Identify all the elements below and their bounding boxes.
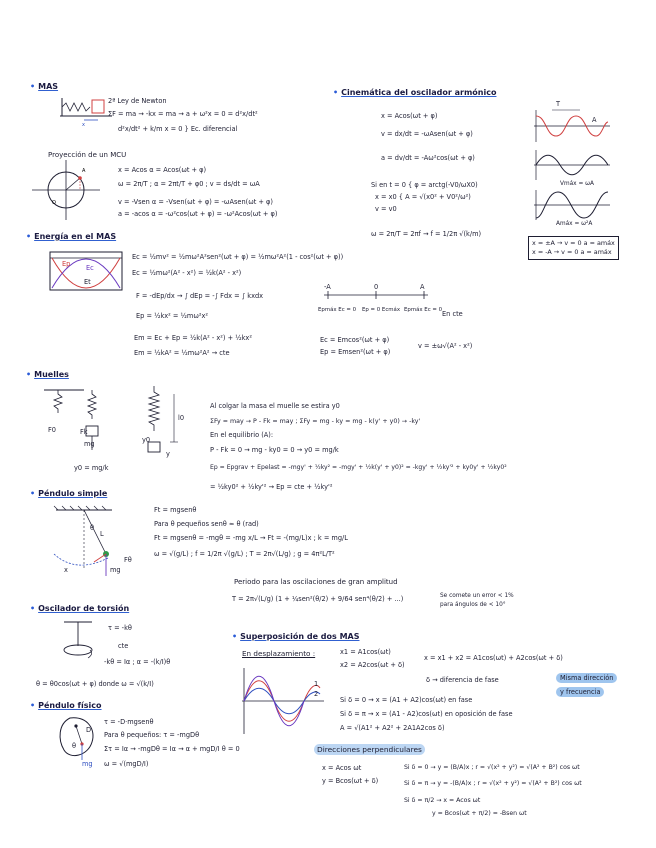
muelles-label-y: y [166,450,170,458]
pendulo-line-3: Ft = mgsenθ = -mgθ = -mg x/L → Ft = -(mg/L)x ; k = mg/L [154,534,348,542]
pendulo-line-5: Periodo para las oscilaciones de gran amplitud [234,578,398,586]
superposicion-line-6: Si δ = π → x = (A1 - A2)cos(ωt) en oposición de fase [340,710,513,718]
muelles-line-4: P - Fk = 0 → mg - ky0 = 0 → y0 = mg/k [210,446,339,454]
superposicion-highlight-1: Misma dirección [556,674,617,682]
axis-note-1: Epmáx Ec = 0 [318,307,357,313]
energia-line-6: Em = ½kA² = ½mω²A² → cte [134,349,230,357]
pendulo-line-2: Para θ pequeños senθ ≈ θ (rad) [154,520,259,528]
energy-axis [322,290,432,300]
superposition-graph [240,668,326,734]
muelles-label-y0: y0 [142,436,151,444]
muelles-label-fk: Fk [80,428,88,436]
cinematica-line-5: x = x0 { A = √(x0² + V0²/ω²) [375,193,471,201]
proyeccion-line-1: x = Acos α = Acos(ωt + φ) [118,166,207,174]
energia-line-2: Ec = ½mω²(A² - x²) = ½k(A² - x²) [132,269,242,277]
extremes-box [528,236,619,260]
graph-vmax-label: Vmáx = ωA [560,181,594,187]
superposicion-highlight-2: y frecuencia [556,688,604,696]
energia-line-7: Ec = Emcos²(ωt + φ) [320,336,390,344]
muelles-line-1: Al colgar la masa el muelle se estira y0 [210,402,340,410]
pfisico-line-4: ω = √(mgD/I) [104,760,149,768]
mas-line-1: 2ª Ley de Newton [108,97,167,105]
cinematica-line-1: x = Acos(ωt + φ) [381,112,438,120]
mas-line-3: d²x/dt² + k/m x = 0 } Ec. diferencial [118,125,238,133]
pfisico-label-d: D [86,726,92,734]
cinematica-line-7: ω = 2π/T = 2πf → f = 1/2π √(k/m) [371,230,482,238]
muelles-label-mg: mg [84,440,95,448]
superposicion-line-4: δ → diferencia de fase [426,676,499,684]
pendulo-line-4: ω = √(g/L) ; f = 1/2π √(g/L) ; T = 2π√(L/g) ; g = 4π²L/T² [154,550,335,558]
energy-label-ec: Ec [86,264,94,272]
extremes-line-2: x = -A → v = 0 a = amáx [532,248,612,256]
direcciones-line-3: Si δ = 0 → y = (B/A)x ; r = √(x² + y²) = √(A² + B²) cos ωt [404,764,580,771]
torsion-line-4: θ = θ0cos(ωt + φ) donde ω = √(k/I) [36,680,154,688]
a-vs-t-graph [532,190,612,220]
pendulo-line-7: Se comete un error < 1% [440,593,514,599]
axis-note-4: En cte [442,310,463,318]
heading-pendulo-simple: • Péndulo simple [30,489,108,498]
energia-line-9: v = ±ω√(A² - x²) [418,342,473,350]
pendulo-line-8: para ángulos de < 10° [440,602,506,608]
proyeccion-line-3: v = -Vsen α = -Vsen(ωt + φ) = -ωAsen(ωt + φ) [118,198,273,206]
mcu-projection-diagram [32,160,104,220]
physical-pendulum-diagram [56,716,100,762]
pendulum-label-theta: θ [90,524,95,532]
pfisico-label-mg: mg [82,760,93,768]
v-vs-t-graph [532,150,612,180]
direcciones-line-4: Si δ = π → y = -(B/A)x ; r = √(x² + y²) = √(A² + B²) cos ωt [404,780,582,787]
energia-line-5: Em = Ec + Ep = ½k(A² - x²) + ½kx² [134,334,252,342]
muelles-label-l0: l0 [178,414,185,422]
axis-note-3: Epmáx Ec = 0 [404,307,443,313]
superposition-label-2: 2 [314,690,319,698]
superposicion-line-5: Si δ = 0 → x = (A1 + A2)cos(ωt) en fase [340,696,473,704]
cinematica-line-4: Si en t = 0 { φ = arctg(-V0/ωX0) [371,181,478,189]
graph-amax-label: Amáx = ω²A [556,221,593,227]
pfisico-line-2: Para θ pequeños: τ = -mgDθ [104,731,200,739]
axis-label-zero: 0 [374,283,379,291]
springs-diagram [44,384,204,464]
pendulo-line-1: Ft = mgsenθ [154,506,197,514]
heading-mas: • MAS [30,82,59,91]
pendulum-label-l: L [100,530,104,538]
energy-label-et: Et [84,278,91,286]
energia-line-4: Ep = ½kx² = ½mω²x² [136,312,209,320]
svg-text:O: O [52,200,56,206]
torsion-diagram [58,620,108,664]
heading-muelles: • Muelles [26,370,69,379]
muelles-line-2: ΣFy = may → P - Fk = may ; ΣFy = mg - ky = mg - k(y' + y0) → -ky' [210,418,421,425]
axis-note-2: Ep = 0 Ecmáx [362,307,401,313]
graph-period-label: T [556,100,561,108]
pfisico-label-theta: θ [72,742,77,750]
torsion-line-2: cte [118,642,129,650]
x-vs-t-graph [532,108,612,144]
muelles-label-f0: F0 [48,426,56,434]
torsion-line-1: τ = -kθ [108,624,132,632]
cinematica-line-6: v = v0 [375,205,397,213]
direcciones-line-6: y = Bcos(ωt + π/2) = -Bsen ωt [432,810,527,817]
mas-line-2: ΣF = ma → -kx = ma → a + ω²x = 0 = d²x/dt² [108,110,258,118]
svg-text:x: x [82,122,85,128]
cinematica-line-3: a = dv/dt = -Aω²cos(ωt + φ) [381,154,475,162]
muelles-eq-y0: y0 = mg/k [74,464,109,472]
heading-energia: • Energía en el MAS [26,232,117,241]
graph-amplitude-label: A [592,116,597,124]
direcciones-line-1: x = Acos ωt [322,764,362,772]
muelles-line-5: Ep = Epgrav + Epelast = -mgy' + ½ky² = -mgy' + ½k(y' + y0)² = -kgy' + ½ky'² + ky0y' + ½ky0² [210,464,507,471]
energia-line-3: F = -dEp/dx → ∫ dEp = -∫ Fdx = ∫ kxdx [136,292,264,300]
superposicion-subtitle: En desplazamiento : [242,649,316,658]
superposicion-line-3: x = x1 + x2 = A1cos(ωt) + A2cos(ωt + δ) [424,654,563,662]
direcciones-line-5: Si δ = π/2 → x = Acos ωt [404,797,481,804]
torsion-line-3: -kθ = Iα ; α = -(k/I)θ [104,658,171,666]
pendulum-label-ftheta: Fθ [124,556,132,564]
cinematica-line-2: v = dx/dt = -ωAsen(ωt + φ) [381,130,473,138]
energy-label-ep: Ep [62,260,71,268]
heading-pendulo-fisico: • Péndulo físico [30,701,102,710]
svg-text:A: A [82,168,86,174]
superposicion-line-7: A = √(A1² + A2² + 2A1A2cos δ) [340,724,445,732]
superposicion-line-1: x1 = A1cos(ωt) [340,648,391,656]
heading-superposicion: • Superposición de dos MAS [232,632,360,641]
heading-torsion: • Oscilador de torsión [30,604,130,613]
energia-line-8: Ep = Emsen²(ωt + φ) [320,348,391,356]
proyeccion-line-2: ω = 2π/T ; α = 2πt/T + φ0 ; v = ds/dt = ωA [118,180,260,188]
simple-pendulum-diagram [46,506,146,586]
axis-label-neg-a: -A [324,283,331,291]
pendulum-label-mg: mg [110,566,121,574]
superposicion-line-2: x2 = A2cos(ωt + δ) [340,661,405,669]
heading-cinematica: • Cinemática del oscilador armónico [333,88,497,97]
extremes-line-1: x = ±A → v = 0 a = amáx [532,239,615,247]
energia-line-1: Ec = ½mv² = ½mω²A²sen²(ωt + φ) = ½mω²A²(1 - cos²(ωt + φ)) [132,253,344,261]
pendulum-label-x: x [64,566,68,574]
muelles-line-6: = ½ky0² + ½ky'² → Ep = cte + ½ky'² [210,483,333,491]
axis-label-a: A [420,283,425,291]
proyeccion-title: Proyección de un MCU [48,151,127,159]
proyeccion-line-4: a = -acos α = -ω²cos(ωt + φ) = -ω²Acos(ωt + φ) [118,210,278,218]
pfisico-line-3: Στ = Iα → -mgDθ = Iα → α + mgD/I θ = 0 [104,745,240,753]
superposition-label-1: 1 [314,680,319,688]
pendulo-line-6: T = 2π√(L/g) (1 + ¼sen²(θ/2) + 9/64 sen⁴(θ/2) + ...) [232,595,404,603]
heading-direcciones: Direcciones perpendiculares [314,746,425,754]
muelles-line-3: En el equilibrio (A): [210,431,274,439]
pfisico-line-1: τ = -D·mgsenθ [104,718,154,726]
direcciones-line-2: y = Bcos(ωt + δ) [322,777,379,785]
